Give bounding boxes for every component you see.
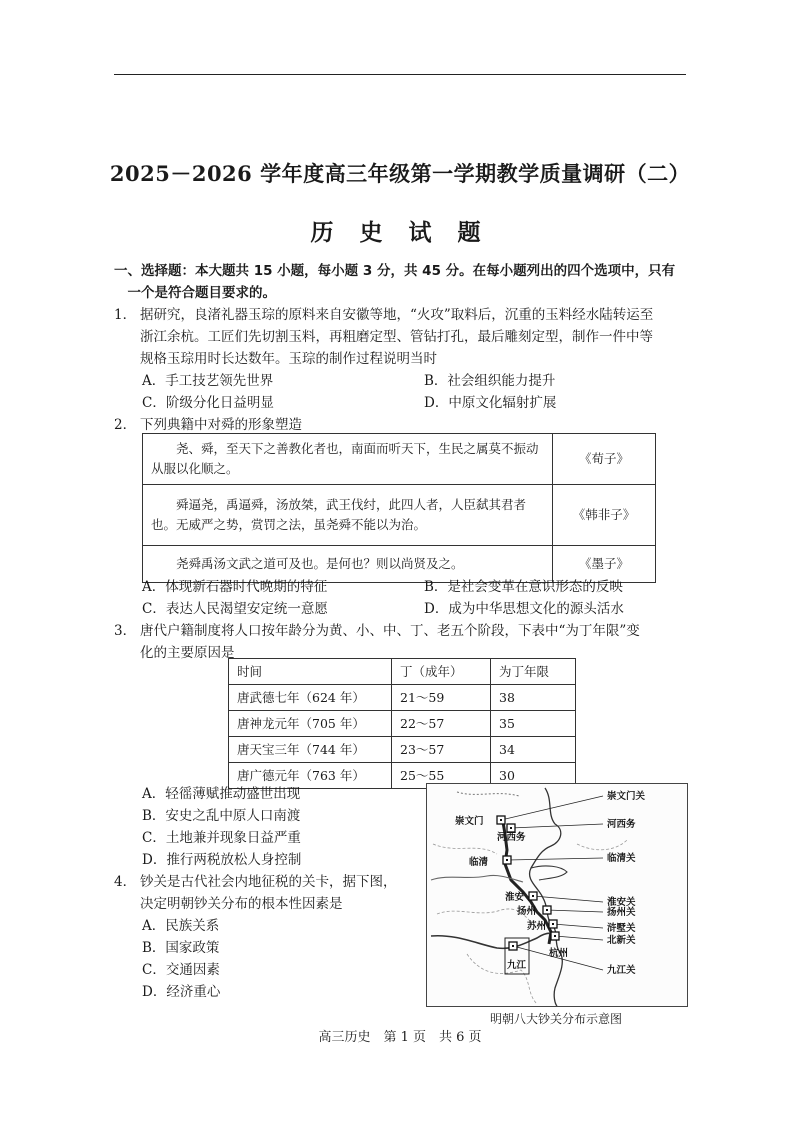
table-row bbox=[143, 434, 656, 485]
table-cell: 25～55 bbox=[392, 763, 491, 789]
classics-table bbox=[142, 433, 656, 583]
city-label: 淮安 bbox=[505, 892, 525, 903]
table-header-row bbox=[229, 659, 576, 685]
pass-label: 扬州关 bbox=[607, 907, 636, 918]
city-label: 杭州 bbox=[549, 948, 569, 959]
table-header: 时间 bbox=[229, 659, 392, 685]
table-row bbox=[229, 711, 576, 737]
table-cell-quote: 舜逼尧，禹逼舜，汤放桀，武王伐纣，此四人者，人臣弑其君者也。无威严之势，赏罚之法，虽尧舜不能以为治。 bbox=[143, 485, 553, 546]
question-text-line: 钞关是古代社会内地征税的关卡，据下图， bbox=[140, 874, 397, 890]
map-svg bbox=[427, 784, 687, 1006]
pass-label: 九江关 bbox=[607, 965, 636, 976]
city-label: 临清 bbox=[469, 857, 489, 868]
pass-label: 临清关 bbox=[607, 853, 636, 864]
question-4 bbox=[114, 871, 414, 915]
table-cell-quote: 尧、舜，至天下之善教化者也，南面而听天下，生民之属莫不振动从服以化顺之。 bbox=[143, 434, 553, 485]
table-cell-source: 《韩非子》 bbox=[553, 485, 656, 546]
yangtze-river bbox=[431, 933, 555, 948]
q4-option-d[interactable]: D．经济重心 bbox=[142, 984, 221, 1000]
table-cell: 唐神龙元年（705 年） bbox=[229, 711, 392, 737]
city-label: 扬州 bbox=[517, 906, 537, 917]
question-text-line: 决定明朝钞关分布的根本性因素是 bbox=[140, 896, 343, 912]
q1-option-c[interactable]: C．阶级分化日益明显 bbox=[142, 395, 274, 411]
table-row bbox=[143, 485, 656, 546]
table-cell: 34 bbox=[491, 737, 576, 763]
q3-option-c[interactable]: C．土地兼并现象日益严重 bbox=[142, 830, 301, 846]
section-heading bbox=[114, 260, 694, 304]
exam-title: 2025－2026 学年度高三年级第一学期教学质量调研（二） bbox=[109, 161, 691, 186]
q4-option-a[interactable]: A．民族关系 bbox=[142, 918, 220, 934]
section-heading-line-2: 一个是符合题目要求的。 bbox=[114, 285, 276, 301]
table-cell: 30 bbox=[491, 763, 576, 789]
q3-option-b[interactable]: B．安史之乱中原人口南渡 bbox=[142, 808, 301, 824]
question-number: 4． bbox=[114, 874, 137, 890]
question-text-line: 据研究，良渚礼器玉琮的原料来自安徽等地，“火攻”取料后，沉重的玉料经水陆转运至 bbox=[140, 307, 654, 323]
question-number: 1． bbox=[114, 307, 137, 323]
q2-option-d[interactable]: D．成为中华思想文化的源头活水 bbox=[424, 601, 624, 617]
question-number: 3． bbox=[114, 623, 137, 639]
table-cell-quote: 尧舜禹汤文武之道可及也。是何也？则以尚贤及之。 bbox=[143, 546, 553, 583]
question-text-line: 浙江余杭。工匠们先切割玉料，再粗磨定型、管钻打孔，最后雕刻定型，制作一件中等 bbox=[140, 329, 653, 345]
table-cell: 35 bbox=[491, 711, 576, 737]
question-text-line: 化的主要原因是 bbox=[140, 645, 235, 661]
customs-map bbox=[426, 783, 688, 1007]
q3-option-a[interactable]: A．轻徭薄赋推动盛世出现 bbox=[142, 786, 301, 802]
table-cell-source: 《荀子》 bbox=[553, 434, 656, 485]
q4-option-c[interactable]: C．交通因素 bbox=[142, 962, 220, 978]
q1-option-a[interactable]: A．手工技艺领先世界 bbox=[142, 373, 274, 389]
table-cell: 唐武德七年（624 年） bbox=[229, 685, 392, 711]
table-cell: 唐天宝三年（744 年） bbox=[229, 737, 392, 763]
question-1 bbox=[114, 304, 694, 370]
q2-option-b[interactable]: B．是社会变革在意识形态的反映 bbox=[424, 579, 623, 595]
city-label: 九江 bbox=[507, 960, 527, 971]
pass-label: 河西务 bbox=[607, 819, 636, 830]
great-wall bbox=[457, 792, 519, 796]
question-text-line: 规格玉琮用时长达数年。玉琮的制作过程说明当时 bbox=[140, 351, 437, 367]
question-text-line: 下列典籍中对舜的形象塑造 bbox=[140, 417, 302, 433]
pass-label: 北新关 bbox=[607, 935, 636, 946]
q4-option-b[interactable]: B．国家政策 bbox=[142, 940, 220, 956]
q1-option-d[interactable]: D．中原文化辐射扩展 bbox=[424, 395, 557, 411]
city-label: 河西务 bbox=[497, 832, 526, 843]
table-cell: 22～57 bbox=[392, 711, 491, 737]
page-footer: 高三历史 第 1 页 共 6 页 bbox=[318, 1030, 482, 1045]
city-label: 苏州 bbox=[527, 921, 547, 932]
table-cell-source: 《墨子》 bbox=[553, 546, 656, 583]
pass-label: 淮安关 bbox=[607, 897, 636, 908]
peninsula-outline bbox=[531, 866, 567, 880]
pass-label: 崇文门关 bbox=[607, 791, 646, 802]
q3-option-d[interactable]: D．推行两税放松人身控制 bbox=[142, 852, 302, 868]
question-text-line: 唐代户籍制度将人口按年龄分为黄、小、中、丁、老五个阶段，下表中“为丁年限”变 bbox=[140, 623, 640, 639]
table-row bbox=[229, 685, 576, 711]
q1-option-b[interactable]: B．社会组织能力提升 bbox=[424, 373, 556, 389]
table-header: 丁（成年） bbox=[392, 659, 491, 685]
table-cell: 21～59 bbox=[392, 685, 491, 711]
q2-option-c[interactable]: C．表达人民渴望安定统一意愿 bbox=[142, 601, 328, 617]
age-table bbox=[228, 658, 576, 789]
top-rule bbox=[114, 74, 686, 75]
question-number: 2． bbox=[114, 417, 137, 433]
pass-label: 浒墅关 bbox=[607, 923, 636, 934]
q2-option-a[interactable]: A．体现新石器时代晚期的特征 bbox=[142, 579, 328, 595]
table-header: 为丁年限 bbox=[491, 659, 576, 685]
table-cell: 38 bbox=[491, 685, 576, 711]
table-row bbox=[229, 737, 576, 763]
subject-title: 历 史 试 题 bbox=[310, 219, 490, 246]
section-heading-line-1: 一、选择题：本大题共 15 小题，每小题 3 分，共 45 分。在每小题列出的四个选项中，只有 bbox=[114, 263, 676, 279]
table-cell: 23～57 bbox=[392, 737, 491, 763]
map-caption: 明朝八大钞关分布示意图 bbox=[489, 1012, 622, 1026]
city-label: 崇文门 bbox=[455, 816, 484, 827]
table-cell: 唐广德元年（763 年） bbox=[229, 763, 392, 789]
